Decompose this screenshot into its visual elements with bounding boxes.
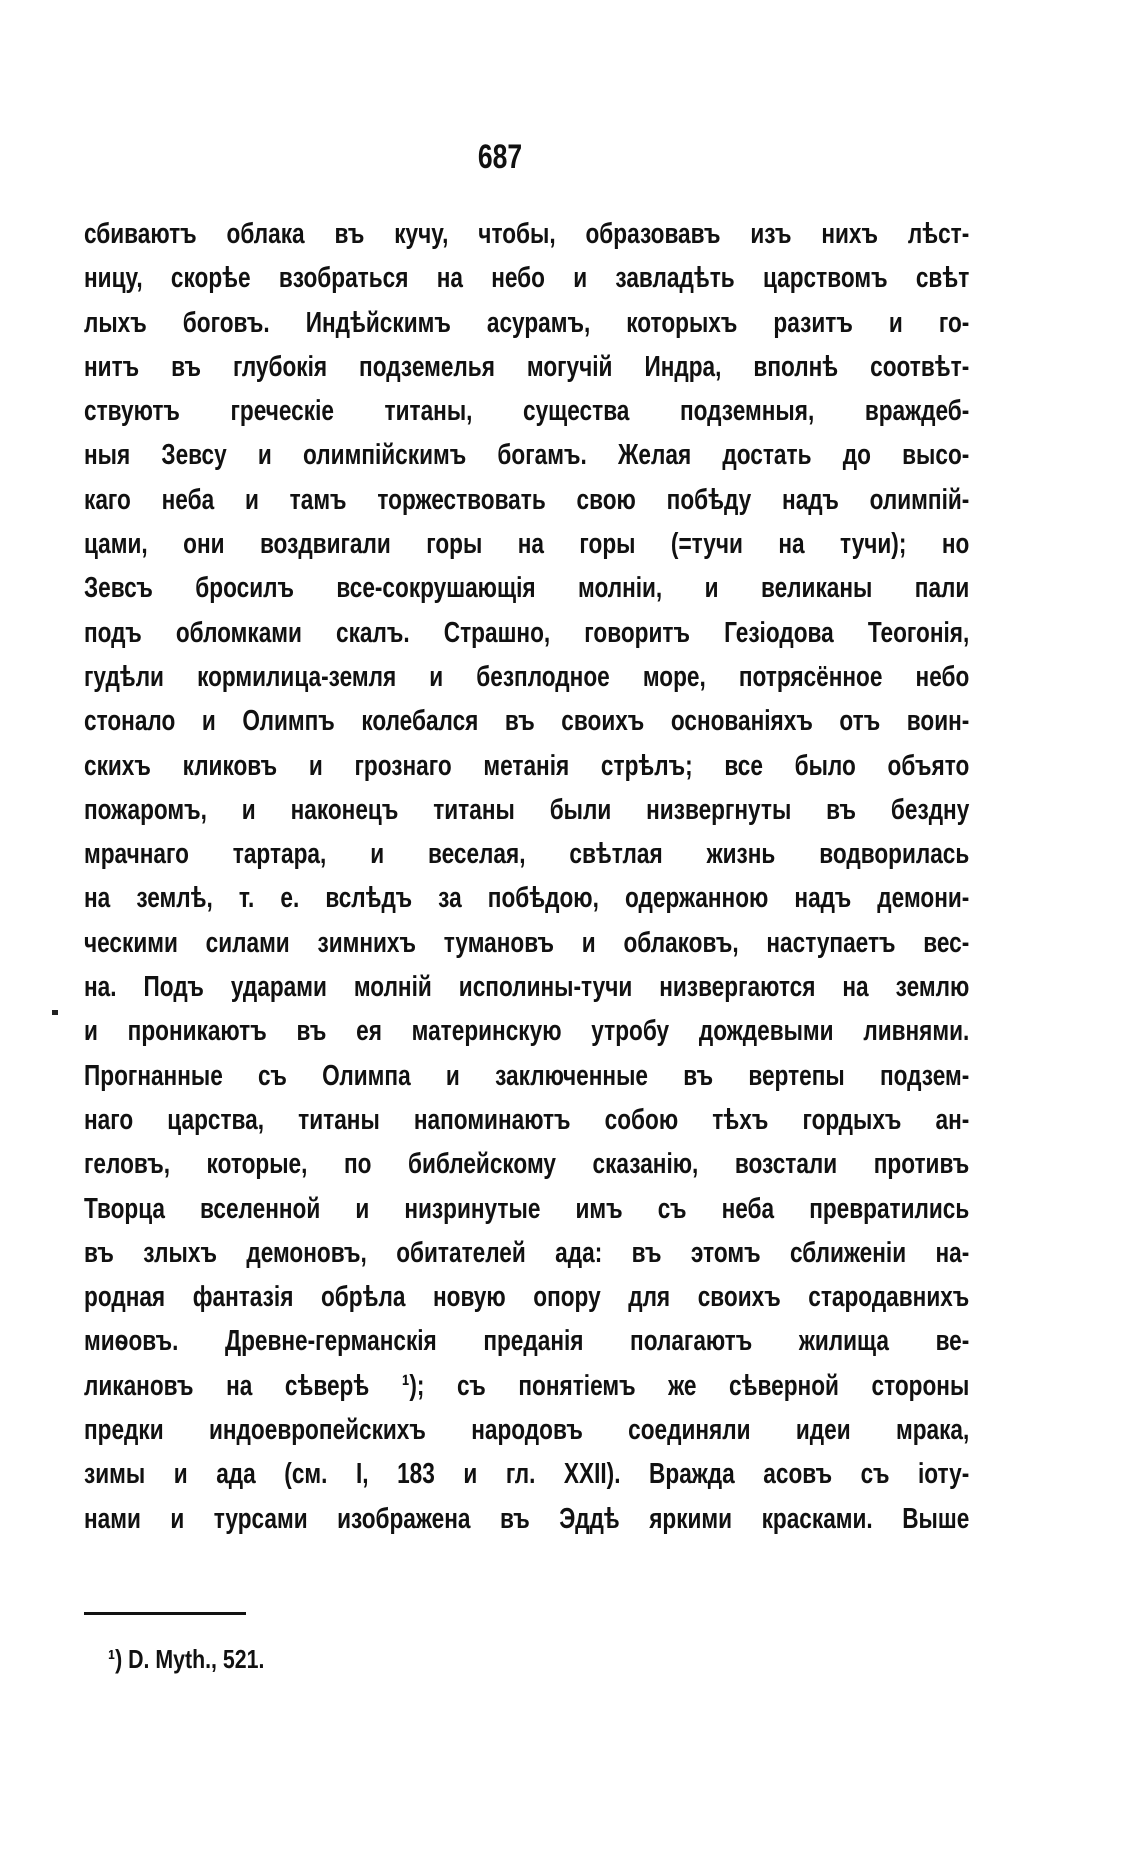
page-number: 687 (477, 138, 523, 176)
text-line: Творца вселенной и низринутые имъ съ неба превратились (84, 1192, 970, 1225)
text-line: мрачнаго тартара, и веселая, свѣтлая жизнь водворилась (84, 838, 970, 871)
text-line: подъ обломками скалъ. Страшно, говоритъ Гезіодова Теогонія, (84, 616, 970, 649)
text-line: сбиваютъ облака въ кучу, чтобы, образовавъ изъ нихъ лѣст- (84, 218, 970, 250)
text-line: предки индоевропейскихъ народовъ соединяли идеи мрака, (84, 1414, 970, 1447)
text-line: на землѣ, т. е. вслѣдъ за побѣдою, одержанною надъ демони- (84, 882, 970, 915)
text-line: ницу, скорѣе взобраться на небо и завладѣть царствомъ свѣт (84, 262, 970, 295)
text-line: наго царства, титаны напоминаютъ собою тѣхъ гордыхъ ан- (84, 1103, 970, 1136)
text-line: пожаромъ, и наконецъ титаны были низвергнуты въ бездну (84, 793, 970, 826)
text-line: нитъ въ глубокія подземелья могучій Индра, вполнѣ соотвѣт- (84, 350, 970, 383)
text-line: стонало и Олимпъ колебался въ своихъ основаніяхъ отъ воин- (84, 705, 970, 738)
body-text (84, 212, 969, 1541)
text-line: цами, они воздвигали горы на горы (=тучи на тучи); но (84, 528, 970, 561)
text-line: на. Подъ ударами молній исполины-тучи низвергаются на землю (84, 971, 970, 1004)
text-line: нами и турсами изображена въ Эддѣ яркими красками. Выше (84, 1502, 970, 1535)
text-line: скихъ кликовъ и грознаго метанія стрѣлъ; все было объято (84, 749, 970, 782)
text-line: ныя Зевсу и олимпійскимъ богамъ. Желая достать до высо- (84, 439, 970, 472)
text-line: ческими силами зимнихъ тумановъ и облаковъ, наступаетъ вес- (84, 926, 970, 959)
text-line: Прогнанные съ Олимпа и заключенные въ вертепы подзем- (84, 1059, 970, 1092)
footnote: ¹) D. Myth., 521. (108, 1644, 265, 1674)
text-line: въ злыхъ демоновъ, обитателей ада: въ этомъ сближеніи на- (84, 1236, 970, 1269)
text-line: каго неба и тамъ торжествовать свою побѣду надъ олимпій- (84, 483, 970, 516)
text-line: гудѣли кормилица-земля и безплодное море, потрясённое небо (84, 660, 970, 693)
text-line: геловъ, которые, по библейскому сказанію, возстали противъ (84, 1148, 970, 1181)
text-line: Зевсъ бросилъ все-сокрушающія молніи, и великаны пали (84, 572, 970, 605)
footnote-divider (84, 1612, 246, 1615)
text-line: миѳовъ. Древне-германскія преданія полагаютъ жилища ве- (84, 1325, 970, 1358)
text-line: родная фантазія обрѣла новую опору для своихъ стародавнихъ (84, 1281, 970, 1314)
text-line: ствуютъ греческіе титаны, существа подземныя, враждеб- (84, 395, 970, 428)
text-line: зимы и ада (см. I, 183 и гл. XXII). Вражда асовъ съ іоту- (84, 1458, 970, 1491)
text-line: и проникаютъ въ ея материнскую утробу дождевыми ливнями. (84, 1015, 970, 1048)
text-line: лыхъ боговъ. Индѣйскимъ асурамъ, которыхъ разитъ и го- (84, 306, 970, 339)
text-line: ликановъ на сѣверѣ ¹); съ понятіемъ же сѣверной стороны (84, 1369, 970, 1402)
margin-mark (52, 1010, 58, 1015)
